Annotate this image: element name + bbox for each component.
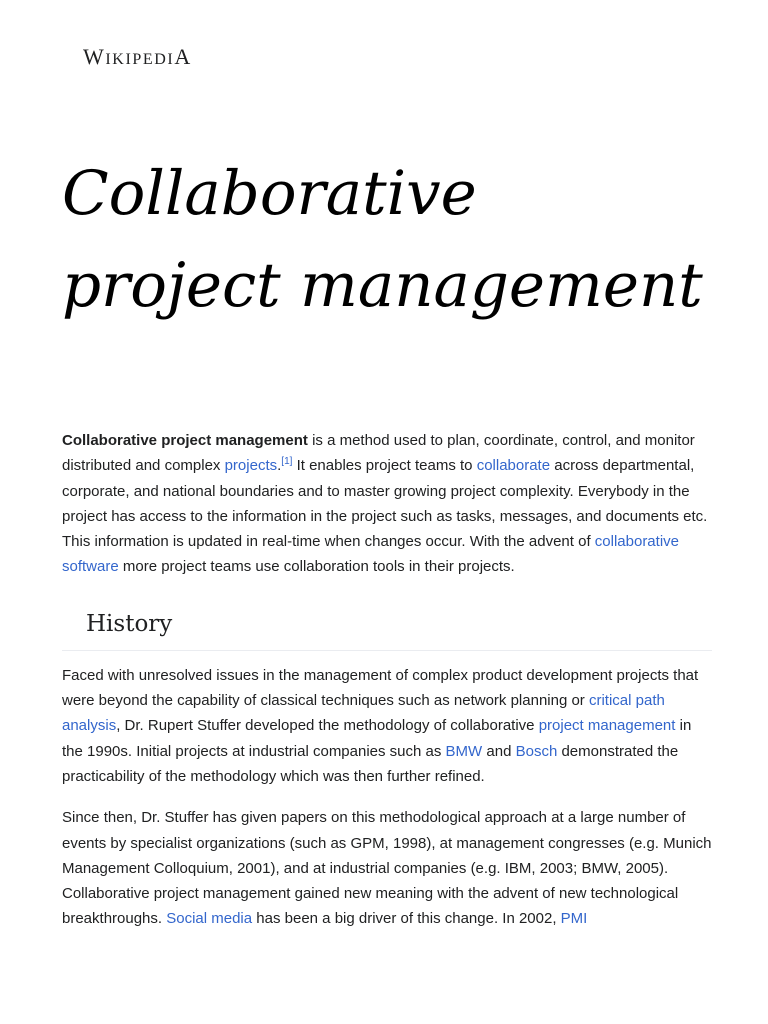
page-title-line-1: Collaborative [62, 158, 477, 229]
link-project-management[interactable]: project management [538, 717, 676, 735]
history-p1-text-2: , Dr. Rupert Stuffer developed the methodology of collaborative [116, 717, 539, 735]
history-p2-text-2: has been a big driver of this change. In 2002, [252, 910, 561, 928]
history-p1-text-4: and [482, 742, 516, 760]
intro-text-4: across departmental, corporate, and national boundaries and to master growing project complexity. Everybody in the project has access to the information in the project such as tasks, messages, and documents etc. This information is updated in real-time when changes occur. With the advent of [62, 457, 708, 551]
link-collaborate[interactable]: collaborate [476, 457, 551, 475]
reference-1-link[interactable]: [1] [281, 456, 293, 468]
history-p1-text-5: demonstrated the practicability of the methodology which was then further refined. [62, 742, 679, 785]
link-bmw[interactable]: BMW [445, 742, 483, 760]
history-paragraph-2 [62, 805, 712, 931]
wordmark-last-letter: A [174, 44, 192, 69]
intro-text-2: . [277, 457, 282, 475]
link-bosch[interactable]: Bosch [515, 742, 558, 760]
link-pmi[interactable]: PMI [560, 910, 588, 928]
link-critical-path-analysis[interactable]: critical path analysis [62, 692, 665, 735]
wordmark-middle: IKIPEDI [105, 51, 175, 68]
history-p1-text-3: in the 1990s. Initial projects at industrial companies such as [62, 717, 692, 760]
intro-text-1: is a method used to plan, coordinate, control, and monitor distributed and complex [62, 432, 695, 475]
link-projects[interactable]: projects [224, 457, 278, 475]
link-social-media[interactable]: Social media [166, 910, 253, 928]
wikipedia-wordmark[interactable] [83, 44, 192, 70]
page-title-line-2: project management [62, 250, 703, 321]
history-p2-text-1: Since then, Dr. Stuffer has given papers on this methodological approach at a large number of events by specialist organizations (such as GPM, 1998), at management congresses (e.g. Munich Management Colloquium, 2001), and at industrial companies (e.g. IBM, 2003; BMW, 2005). Collaborative project management gained new meaning with the advent of new technological breakthroughs. [62, 809, 712, 928]
history-paragraph-1 [62, 663, 712, 789]
link-collaborative-software[interactable]: collaborative software [62, 533, 679, 576]
article-body [62, 428, 712, 932]
page-title [62, 148, 742, 332]
intro-text-3: It enables project teams to [292, 457, 477, 475]
history-p1-text-1: Faced with unresolved issues in the management of complex product development projects that were beyond the capability of classical techniques such as network planning or [62, 666, 699, 710]
wordmark-first-letter: W [83, 44, 106, 69]
section-heading-history[interactable]: History [62, 608, 712, 651]
intro-paragraph [62, 428, 712, 580]
intro-bold-term: Collaborative project management [62, 432, 308, 449]
reference-1 [281, 456, 292, 467]
intro-text-5: more project teams use collaboration tools in their projects. [118, 558, 515, 576]
